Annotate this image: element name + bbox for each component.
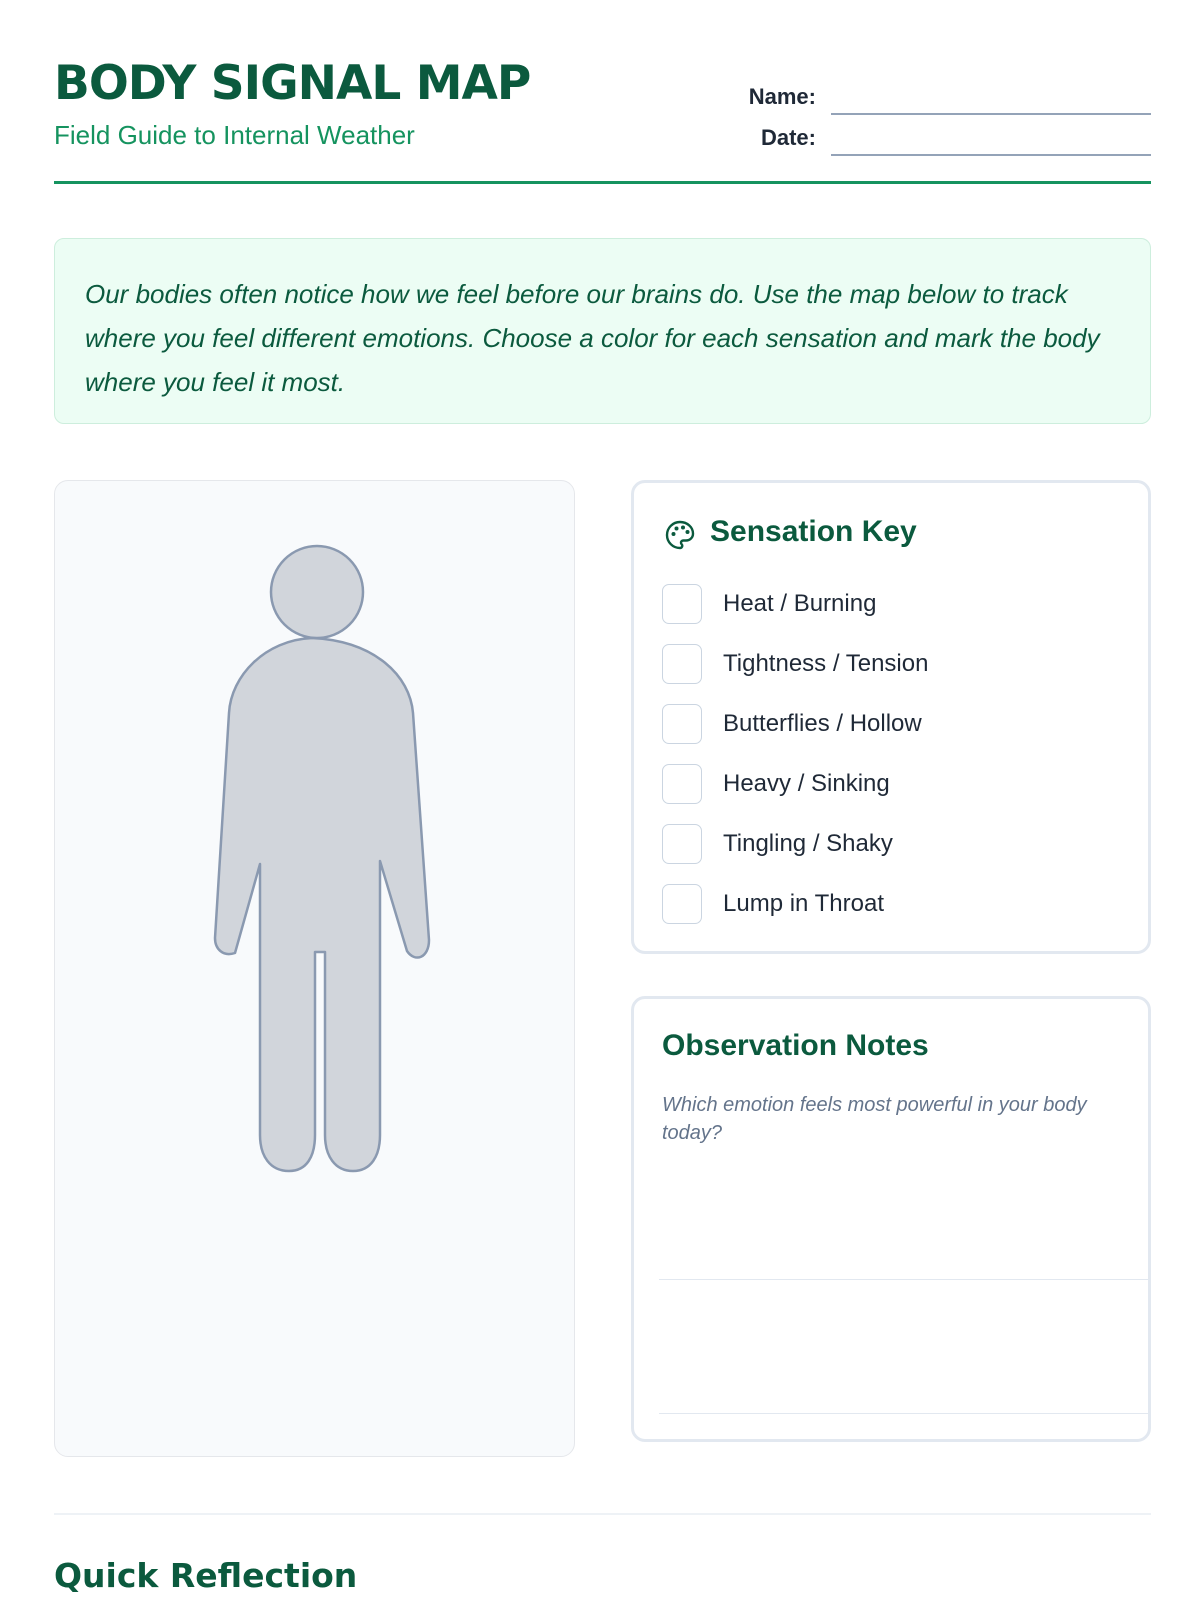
sensation-checkbox[interactable] <box>662 644 702 684</box>
name-field[interactable] <box>724 80 1151 120</box>
sensation-key-panel <box>631 480 1151 954</box>
sensation-key-list <box>662 584 1122 944</box>
body-outline-figure[interactable] <box>55 481 576 1458</box>
page-subtitle: Field Guide to Internal Weather <box>54 120 415 150</box>
sensation-item[interactable] <box>662 584 1122 644</box>
sensation-checkbox[interactable] <box>662 584 702 624</box>
sensation-label: Heat / Burning <box>723 590 877 617</box>
notes-writing-line[interactable] <box>659 1279 1151 1280</box>
date-label: Date: <box>760 125 816 150</box>
name-label: Name: <box>748 84 816 109</box>
quick-reflection-title: Quick Reflection <box>54 1556 358 1595</box>
sensation-label: Tingling / Shaky <box>723 830 893 857</box>
observation-notes-panel <box>631 996 1151 1442</box>
sensation-item[interactable] <box>662 884 1122 944</box>
sensation-item[interactable] <box>662 764 1122 824</box>
date-field[interactable] <box>724 121 1151 161</box>
intro-box <box>54 238 1151 424</box>
date-line[interactable] <box>831 154 1151 156</box>
body-map-panel[interactable] <box>54 480 575 1457</box>
sensation-item[interactable] <box>662 704 1122 764</box>
sensation-label: Lump in Throat <box>723 890 884 917</box>
sensation-checkbox[interactable] <box>662 764 702 804</box>
section-divider <box>54 1513 1151 1515</box>
intro-text: Our bodies often notice how we feel before our brains do. Use the map below to track where you feel different emotions. Choose a color for each sensation and mark the body where you feel it most. <box>85 279 1100 397</box>
sensation-checkbox[interactable] <box>662 824 702 864</box>
sensation-label: Tightness / Tension <box>723 650 929 677</box>
body-head <box>271 546 363 638</box>
palette-icon <box>664 519 696 551</box>
sensation-key-title: Sensation Key <box>710 515 917 548</box>
observation-notes-prompt: Which emotion feels most powerful in your body today? <box>662 1094 1087 1144</box>
sensation-item[interactable] <box>662 824 1122 884</box>
page-header <box>54 54 1151 184</box>
name-line[interactable] <box>831 113 1151 115</box>
sensation-label: Butterflies / Hollow <box>723 710 922 737</box>
sensation-label: Heavy / Sinking <box>723 770 890 797</box>
sensation-checkbox[interactable] <box>662 884 702 924</box>
observation-notes-title: Observation Notes <box>662 1029 929 1062</box>
page-title: BODY SIGNAL MAP <box>54 56 531 111</box>
body-torso-limbs <box>215 638 429 1171</box>
notes-writing-line[interactable] <box>659 1413 1151 1414</box>
sensation-checkbox[interactable] <box>662 704 702 744</box>
sensation-item[interactable] <box>662 644 1122 704</box>
